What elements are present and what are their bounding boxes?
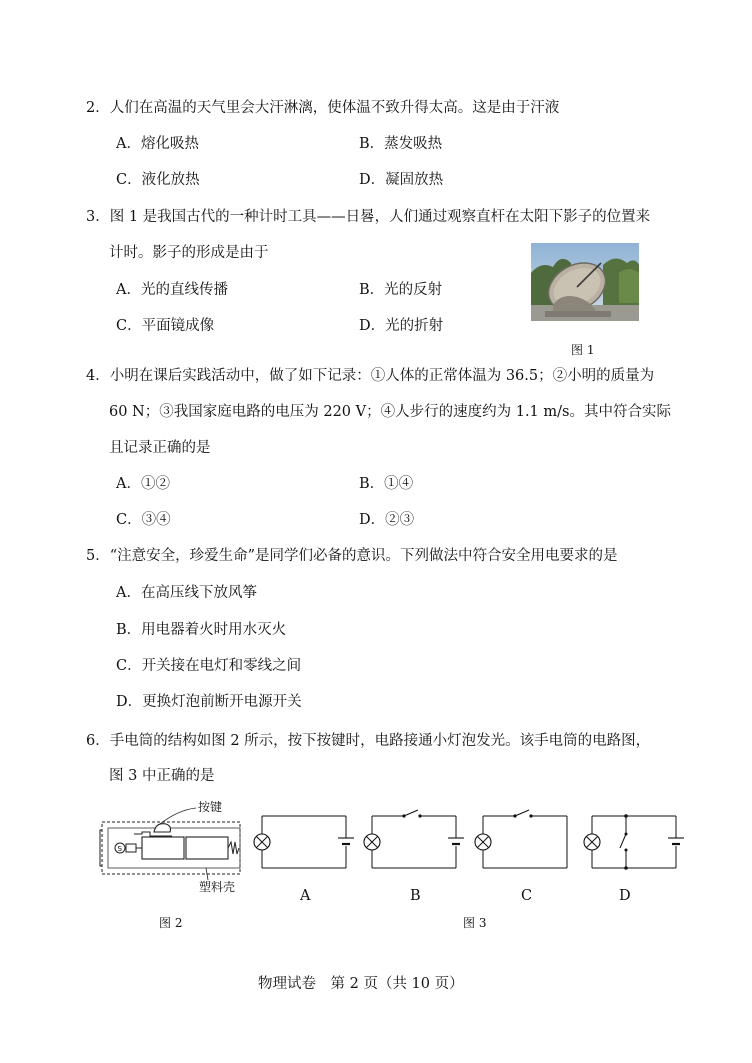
- circuit-c: [475, 814, 575, 870]
- q4-stem-line2: 60 N；③我国家庭电路的电压为 220 V；④人步行的速度约为 1.1 m/s。其中符合实际: [109, 404, 671, 420]
- switch-icon: [402, 810, 421, 818]
- q3-option-c: C．平面镜成像: [116, 318, 215, 334]
- lamp-icon: [254, 834, 270, 850]
- figure-3-caption: 图 3: [463, 916, 487, 930]
- q5-option-b: B．用电器着火时用水灭火: [116, 622, 287, 638]
- fig2-button-label: 按键: [198, 800, 223, 814]
- q4-option-c: C．③④: [116, 512, 171, 528]
- switch-icon: [620, 833, 628, 852]
- fig3-label-d: D: [619, 888, 631, 904]
- q2-option-a: A．熔化吸热: [116, 136, 199, 152]
- svg-text:S: S: [117, 845, 122, 853]
- switch-icon: [513, 810, 532, 818]
- battery-icon: [668, 838, 684, 844]
- q5-option-a: A．在高压线下放风筝: [116, 585, 257, 601]
- q6-stem-line1: 6．手电筒的结构如图 2 所示，按下按键时，电路接通小灯泡发光。该手电筒的电路图，: [86, 733, 651, 749]
- figure-2-caption: 图 2: [159, 916, 183, 930]
- q2-option-b: B．蒸发吸热: [359, 136, 443, 152]
- q2-stem: 2．人们在高温的天气里会大汗淋漓，使体温不致升得太高。这是由于汗液: [86, 100, 560, 116]
- q4-option-b: B．①④: [359, 476, 414, 492]
- q6-stem-line2: 图 3 中正确的是: [109, 768, 215, 784]
- circuit-d: [584, 814, 684, 870]
- battery-icon: [338, 838, 354, 844]
- q2-option-c: C．液化放热: [116, 172, 200, 188]
- q3-option-a: A．光的直线传播: [116, 282, 228, 298]
- circuit-a: [254, 814, 354, 870]
- fig3-label-c: C: [521, 888, 533, 904]
- q5-stem: 5．“注意安全，珍爱生命”是同学们必备的意识。下列做法中符合安全用电要求的是: [86, 548, 618, 564]
- figure-1-caption: 图 1: [571, 343, 595, 357]
- q4-option-d: D．②③: [359, 512, 415, 528]
- battery-icon: [448, 838, 464, 844]
- fig3-label-a: A: [300, 888, 311, 904]
- q4-stem-line3: 且记录正确的是: [109, 440, 211, 456]
- fig2-shell-label: 塑料壳: [199, 880, 236, 894]
- q3-option-d: D．光的折射: [359, 318, 444, 334]
- fig3-label-b: B: [410, 888, 421, 904]
- circuit-b: [364, 814, 464, 870]
- lamp-icon: [364, 834, 380, 850]
- sundial-photo: [531, 243, 639, 321]
- lamp-icon: [475, 834, 491, 850]
- q5-option-d: D．更换灯泡前断开电源开关: [116, 694, 302, 710]
- flashlight-diagram: [98, 808, 248, 888]
- q4-stem-line1: 4．小明在课后实践活动中，做了如下记录：①人体的正常体温为 36.5；②小明的质量为: [86, 368, 655, 384]
- q2-option-d: D．凝固放热: [359, 172, 444, 188]
- q3-option-b: B．光的反射: [359, 282, 443, 298]
- q3-stem-line2: 计时。影子的形成是由于: [109, 245, 269, 261]
- page-footer: 物理试卷 第 2 页（共 10 页）: [258, 976, 464, 992]
- q5-option-c: C．开关接在电灯和零线之间: [116, 658, 302, 674]
- lamp-icon: [584, 834, 600, 850]
- q4-option-a: A．①②: [116, 476, 170, 492]
- q3-stem-line1: 3．图 1 是我国古代的一种计时工具——日晷，人们通过观察直杆在太阳下影子的位置来: [86, 209, 651, 225]
